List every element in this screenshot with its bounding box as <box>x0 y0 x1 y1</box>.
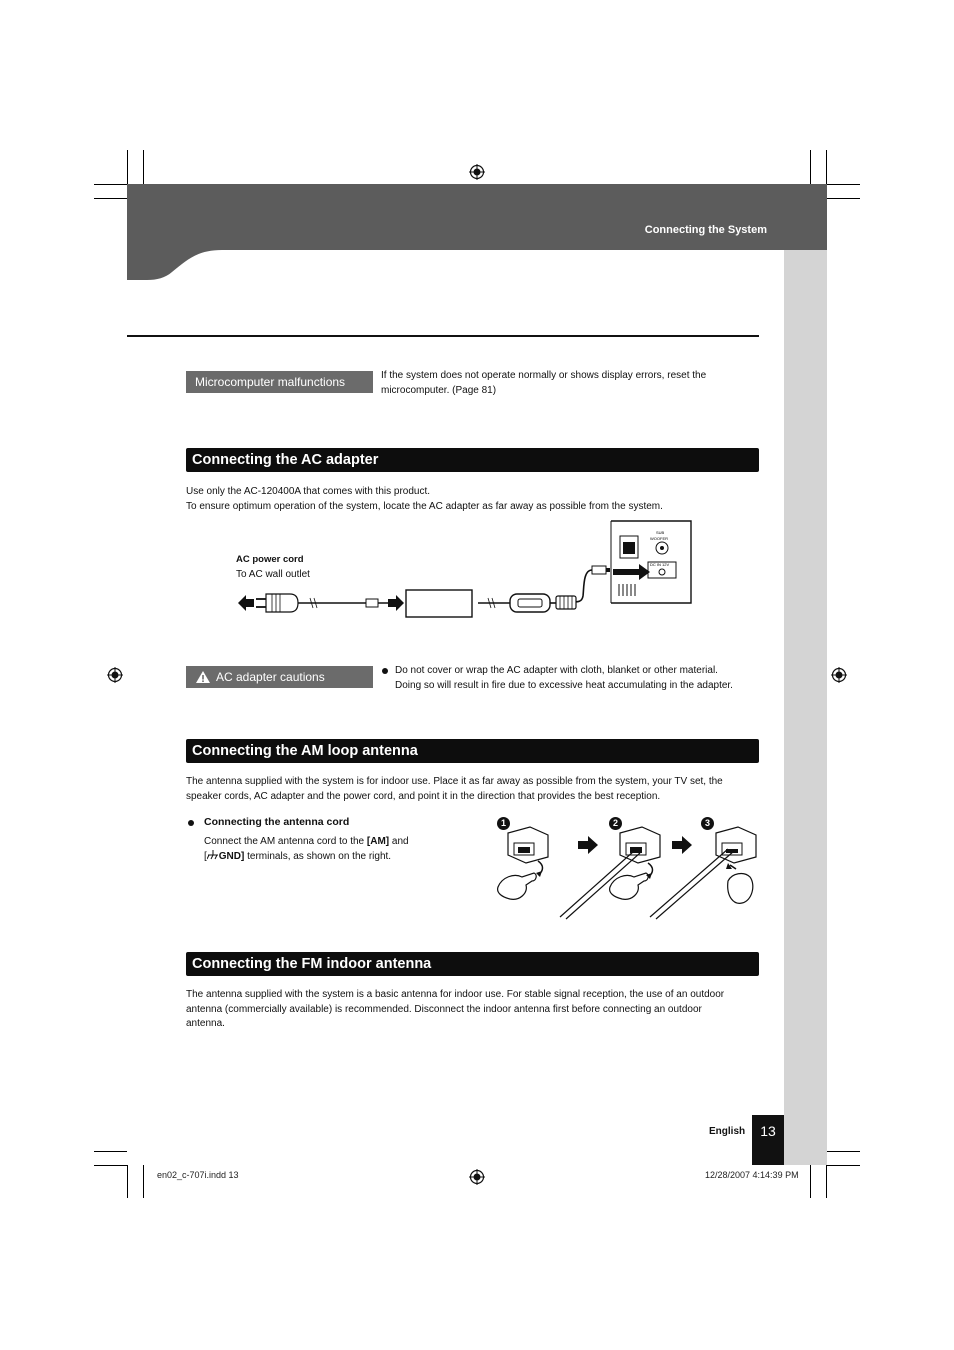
caution-label-box <box>186 666 373 688</box>
sub-heading-antenna-cord: Connecting the antenna cord <box>204 816 350 828</box>
step-3-badge: 3 <box>701 817 714 830</box>
header-band <box>127 184 827 250</box>
heading-fm-antenna: Connecting the FM indoor antenna <box>186 952 759 976</box>
heading-am-antenna: Connecting the AM loop antenna <box>186 739 759 763</box>
footer-file: en02_c-707i.indd 13 <box>157 1170 239 1180</box>
svg-text:DC IN 12V: DC IN 12V <box>650 562 670 567</box>
fm-antenna-text: The antenna supplied with the system is a basic antenna for indoor use. For stable signal reception, the use of an outdoor antenna (commercially available) is recommended. Disconnect the indoor antenna first before connecting an outdoor antenna. <box>186 989 725 1029</box>
label-wall-outlet: To AC wall outlet <box>236 569 310 580</box>
registration-mark-icon <box>469 1169 485 1185</box>
footer-timestamp: 12/28/2007 4:14:39 PM <box>705 1170 799 1180</box>
heading-ac-adapter: Connecting the AC adapter <box>186 448 759 472</box>
terminal-block-step1 <box>498 827 548 899</box>
warning-icon <box>196 671 210 683</box>
ac-adapter-diagram <box>238 518 698 623</box>
label-ac-power-cord: AC power cord <box>236 554 304 565</box>
page-number: 13 <box>752 1115 784 1165</box>
caution-label: AC adapter cautions <box>216 670 325 684</box>
terminal-block-step2 <box>560 827 660 919</box>
svg-text:SUB: SUB <box>656 530 665 535</box>
am-antenna-intro: The antenna supplied with the system is for indoor use. Place it as far away as possible from the system, your TV set, the speaker cords, AC adapter and the power cord, and point it in the direction that provides the best reception. <box>186 776 723 802</box>
ac-adapter-intro: Use only the AC-120400A that comes with this product. To ensure optimum operation of the system, locate the AC adapter as far away as possible from the system. <box>186 486 663 512</box>
side-strip <box>784 250 827 1165</box>
malfunction-label: Microcomputer malfunctions <box>186 371 373 393</box>
registration-mark-icon <box>107 667 123 683</box>
terminal-block-step3 <box>650 827 756 919</box>
malfunction-text: If the system does not operate normally or shows display errors, reset the microcomputer. (Page 81) <box>381 370 707 396</box>
bullet-icon <box>188 820 194 826</box>
step-2-badge: 2 <box>609 817 622 830</box>
svg-text:WOOFER: WOOFER <box>650 536 668 541</box>
bullet-icon <box>382 668 388 674</box>
language-label: English <box>709 1126 746 1137</box>
antenna-instructions: Connect the AM antenna cord to the [AM] and [ GND] terminals, as shown on the right. <box>204 836 409 862</box>
header-tab <box>127 250 222 280</box>
ground-icon <box>207 850 219 860</box>
registration-mark-icon <box>831 667 847 683</box>
divider <box>127 335 759 337</box>
registration-mark-icon <box>469 164 485 180</box>
antenna-steps-diagram <box>490 825 760 925</box>
section-title: Connecting the System <box>644 224 767 236</box>
caution-text: Do not cover or wrap the AC adapter with cloth, blanket or other material. Doing so will result in fire due to excessive heat accumulating in the adapter. <box>395 665 733 691</box>
step-1-badge: 1 <box>497 817 510 830</box>
